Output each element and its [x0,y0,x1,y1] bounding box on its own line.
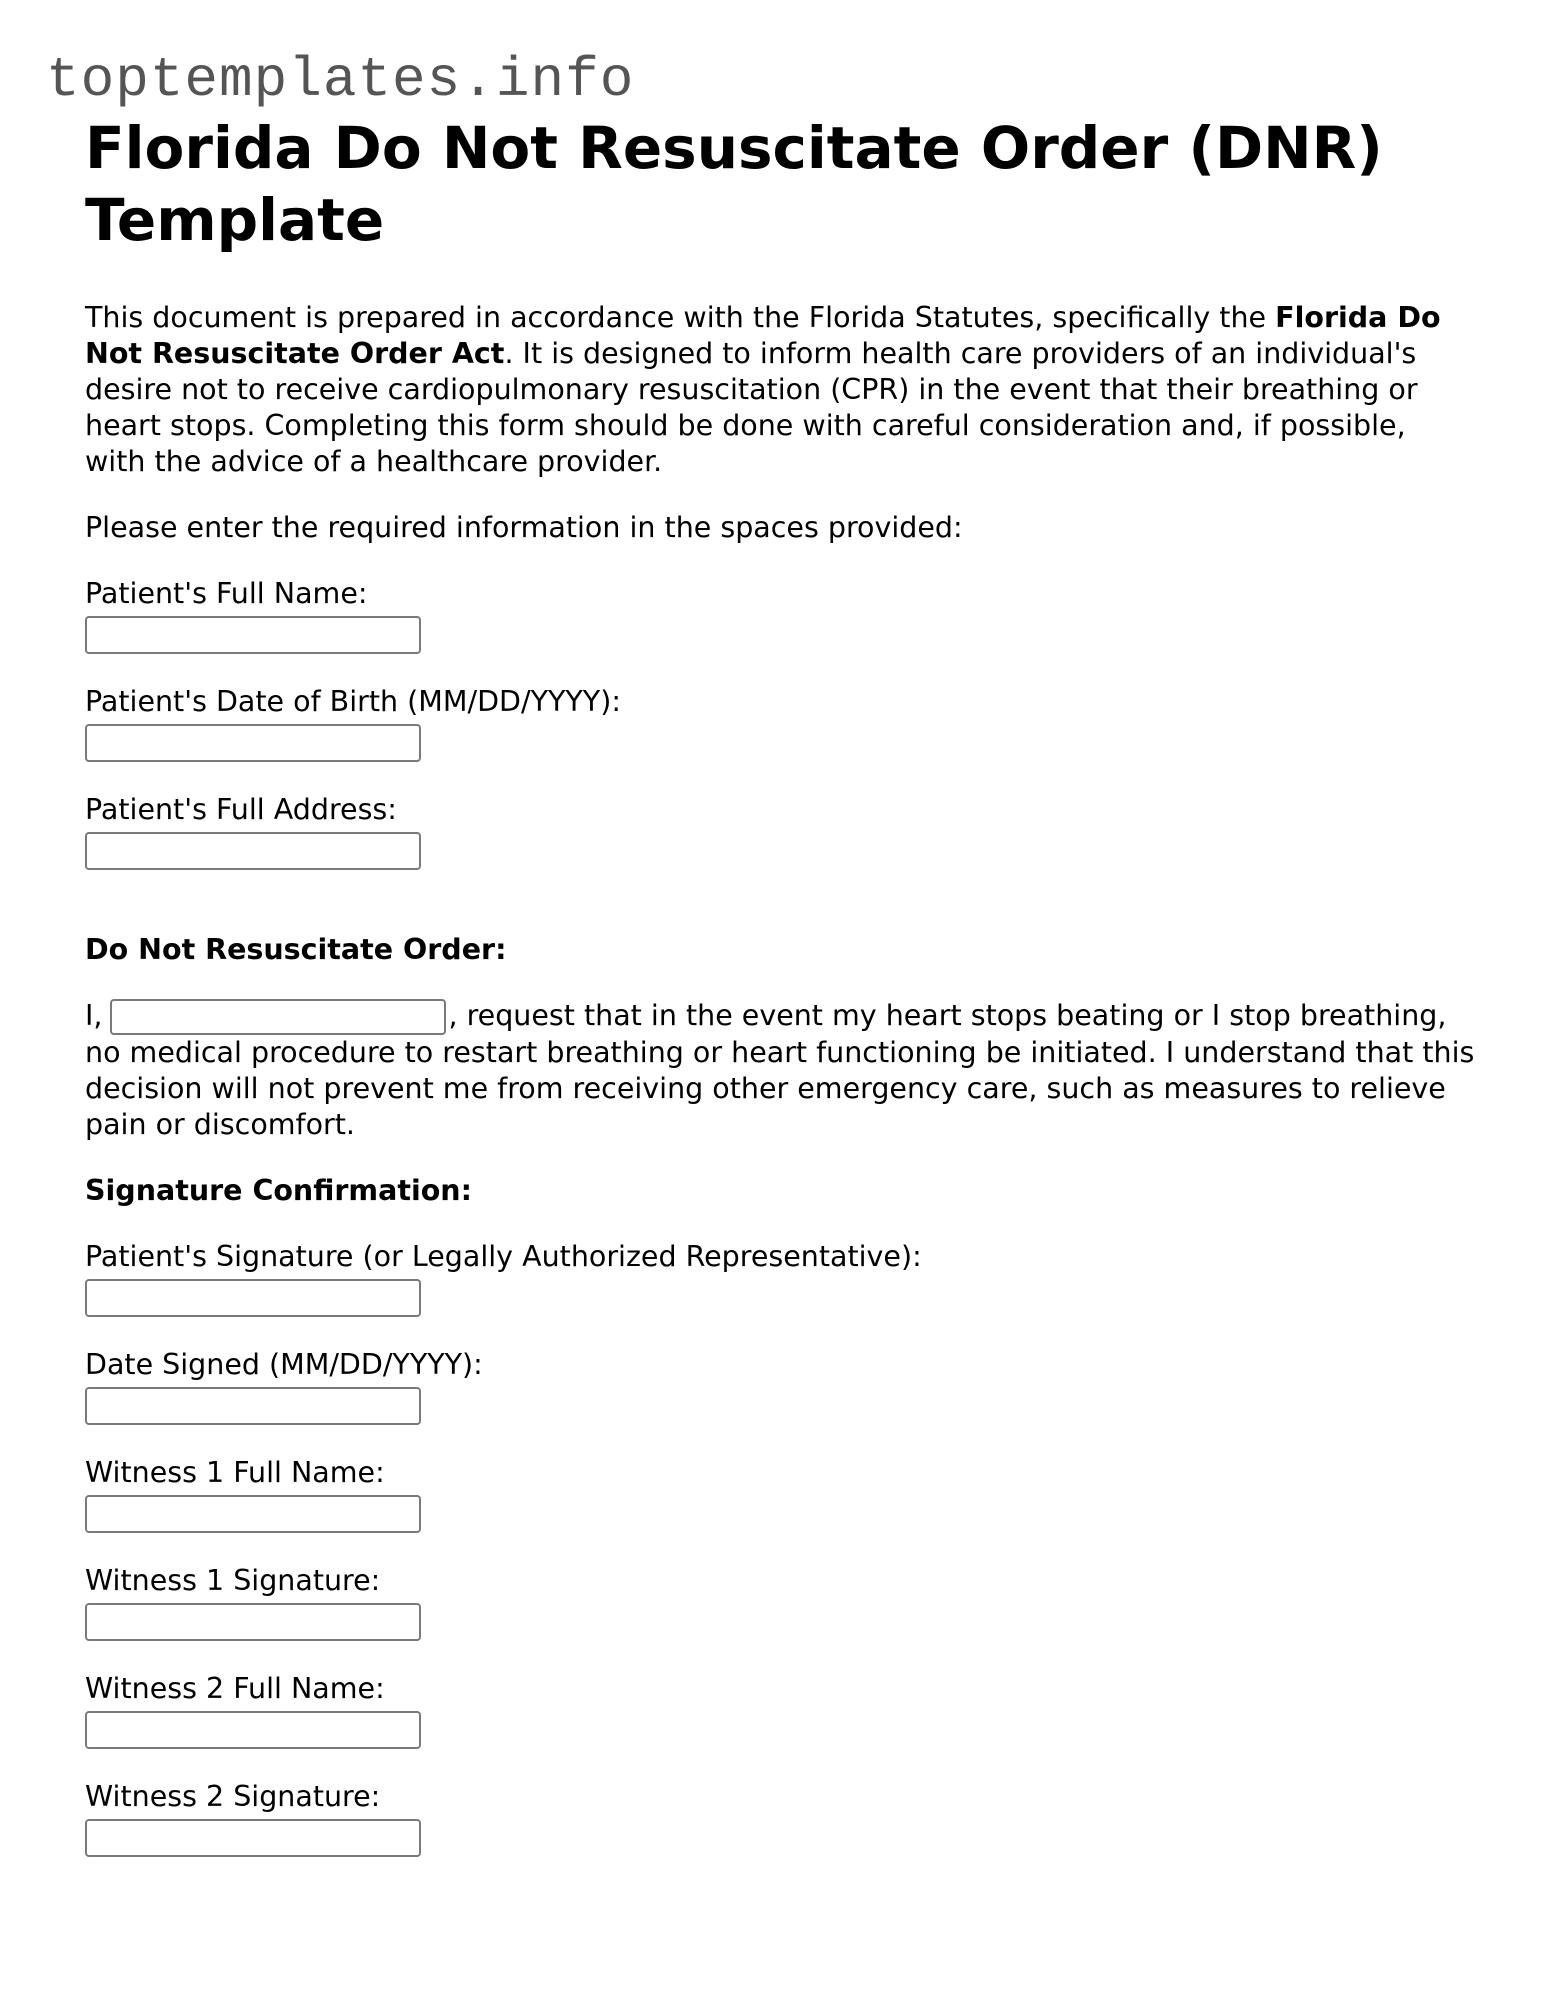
signature-heading: Signature Confirmation: [85,1174,472,1207]
intro-text-before: This document is prepared in accordance with the Florida Statutes, specifically the [85,301,1276,334]
dnr-order-statement [85,998,1475,1143]
patient-signature-label: Patient's Signature (or Legally Authorized Representative): [85,1240,922,1273]
patient-address-input[interactable] [85,832,421,870]
patient-name-label: Patient's Full Name: [85,577,368,610]
patient-dob-label: Patient's Date of Birth (MM/DD/YYYY): [85,685,621,718]
patient-signature-input[interactable] [85,1279,421,1317]
watermark: toptemplates.info [46,48,635,112]
witness2-name-input[interactable] [85,1711,421,1749]
date-signed-input[interactable] [85,1387,421,1425]
patient-dob-input[interactable] [85,724,421,762]
intro-paragraph [85,300,1475,480]
witness1-name-input[interactable] [85,1495,421,1533]
date-signed-label: Date Signed (MM/DD/YYYY): [85,1348,483,1381]
witness2-signature-input[interactable] [85,1819,421,1857]
witness1-name-label: Witness 1 Full Name: [85,1456,385,1489]
order-text: , request that in the event my heart stops beating or I stop breathing, no medical procedure to restart breathing or heart functioning be initiated. I understand that this decision will not prevent me from receiving other emergency care, such as measures to relieve pain or discomfort. [85,999,1475,1141]
dnr-order-heading: Do Not Resuscitate Order: [85,933,507,966]
page-title: Florida Do Not Resuscitate Order (DNR) Template [85,114,1383,254]
witness2-signature-label: Witness 2 Signature: [85,1780,381,1813]
witness1-signature-input[interactable] [85,1603,421,1641]
patient-name-input[interactable] [85,616,421,654]
witness1-signature-label: Witness 1 Signature: [85,1564,381,1597]
patient-address-label: Patient's Full Address: [85,793,397,826]
witness2-name-label: Witness 2 Full Name: [85,1672,385,1705]
order-prefix: I, [85,999,103,1032]
document-content [85,112,1475,1875]
intro-act-name: Florida Do Not Resuscitate Order Act [85,301,1441,370]
intro-text-after: . It is designed to inform health care providers of an individual's desire not to receive cardiopulmonary resuscitation (CPR) in the event that their breathing or heart stops. Completing this form should be done with careful consideration and, if possible, with the advice of a healthcare provider. [85,337,1418,478]
instructions: Please enter the required information in the spaces provided: [85,511,963,544]
declarant-name-input[interactable] [110,999,446,1035]
